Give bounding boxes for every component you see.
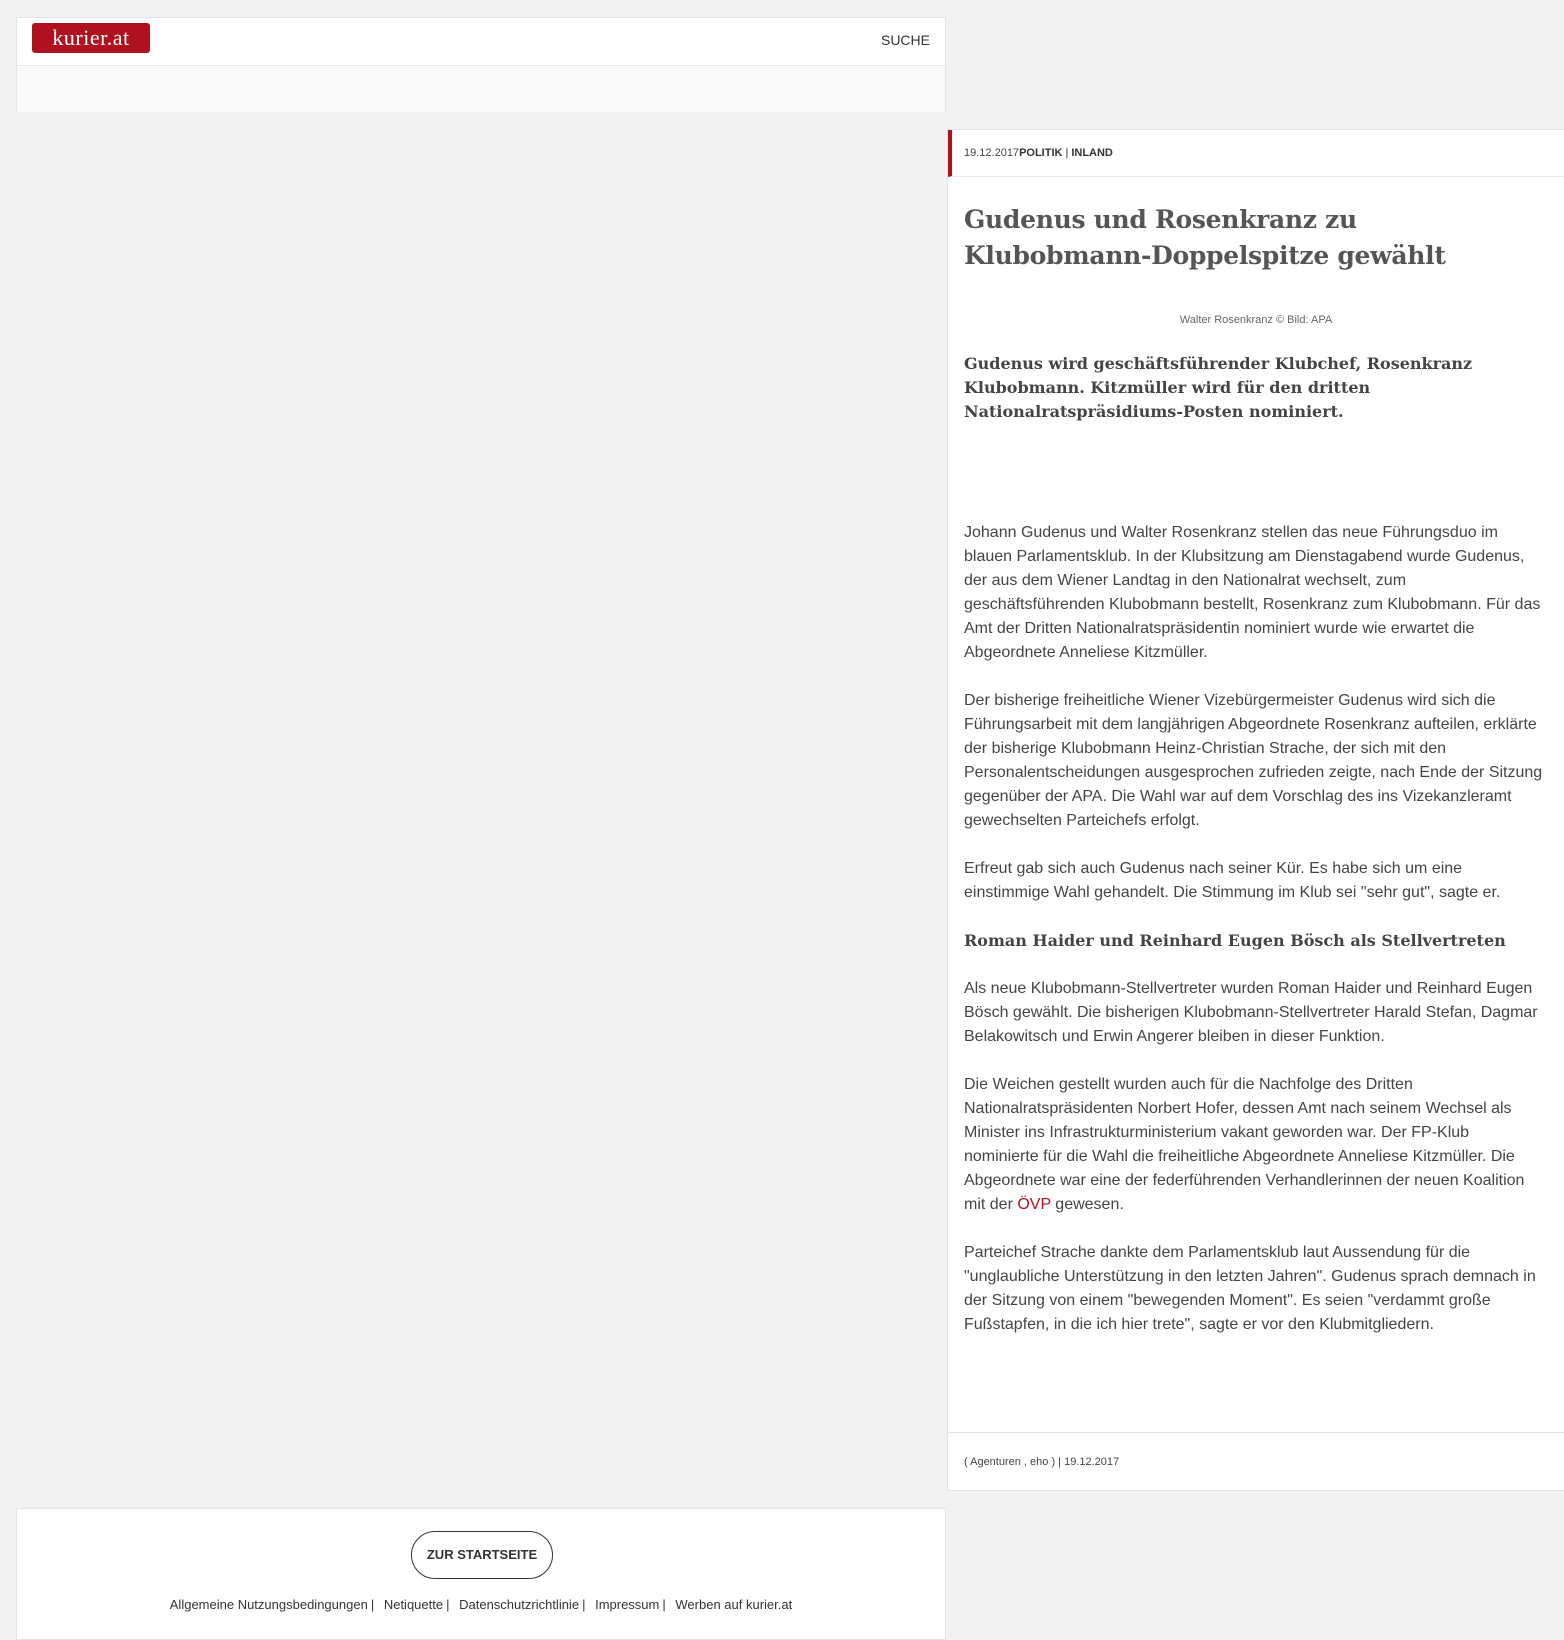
header-top-bar <box>17 18 945 66</box>
footer-link-privacy[interactable]: Datenschutzrichtlinie <box>459 1597 580 1612</box>
article-lead: Gudenus wird geschäftsführender Klubchef, Rosenkranz Klubobmann. Kitzmüller wird für den dritten Nationalratspräsidiums-Posten nominiert. <box>964 354 1473 421</box>
article-subheading: Roman Haider und Reinhard Eugen Bösch als Stellvertreten <box>964 931 1506 950</box>
search-link[interactable]: SUCHE <box>880 32 930 48</box>
site-header <box>16 17 946 112</box>
footer-link-advertise[interactable]: Werben auf kurier.at <box>675 1597 793 1612</box>
footer-separator: | <box>446 1597 450 1612</box>
category-link-inland[interactable]: INLAND <box>1071 147 1113 159</box>
oevp-link[interactable]: ÖVP <box>1017 1196 1051 1213</box>
article-paragraph: Als neue Klubobmann-Stellvertreter wurden Roman Haider und Reinhard Eugen Bösch gewählt. Die bisherigen Klubobmann-Stellvertreter Harald Stefan, Dagmar Belakowitsch und Erwin Angerer bleiben in dieser Funktion. <box>964 980 1538 1045</box>
category-link-politik[interactable]: POLITIK <box>1019 147 1063 159</box>
article-panel <box>947 129 1564 1491</box>
footer-separator: | <box>370 1597 375 1612</box>
article-content <box>948 202 1564 1337</box>
article-source: ( Agenturen , eho ) | 19.12.2017 <box>948 1432 1564 1490</box>
article-paragraph: Parteichef Strache dankte dem Parlamentsklub laut Aussendung für die "unglaubliche Unterstützung in den letzten Jahren". Gudenus sprach demnach in der Sitzung von einem "bewegenden Moment". Es seien "verdammt große Fußstapfen, in die ich hier trete", sagte er vor den Klubmitgliedern. <box>964 1244 1536 1333</box>
article-body <box>964 521 1548 1337</box>
article-paragraph: Erfreut gab sich auch Gudenus nach seiner Kür. Es habe sich um eine einstimmige Wahl gehandelt. Die Stimmung im Klub sei "sehr gut", sagte er. <box>964 860 1501 901</box>
article-paragraph: Johann Gudenus und Walter Rosenkranz stellen das neue Führungsduo im blauen Parlamentsklub. In der Klubsitzung am Dienstagabend wurde Gudenus, der aus dem Wiener Landtag in den Nationalrat wechselt, zum geschäftsführenden Klubobmann bestellt, Rosenkranz zum Klubobmann. Für das Amt der Dritten Nationalratspräsidentin nominiert wurde wie erwartet die Abgeordnete Anneliese Kitzmüller. <box>964 524 1541 661</box>
paragraph-text: gewesen. <box>1050 1196 1124 1213</box>
header-nav-bar <box>17 66 945 112</box>
paragraph-text: Die Weichen gestellt wurden auch für die Nachfolge des Dritten Nationalratspräsidenten Norbert Hofer, dessen Amt nach seinem Wechsel als Minister ins Infrastrukturministerium vakant geworden war. Der FP-Klub nominierte für die Wahl die freiheitliche Abgeordnete Anneliese Kitzmüller. Die Abgeordnete war eine der federführenden Verhandlerinnen der neuen Koalition mit der <box>964 1076 1525 1213</box>
footer-link-terms[interactable]: Allgemeine Nutzungsbedingungen <box>169 1597 368 1612</box>
article-date: 19.12.2017 <box>964 147 1020 159</box>
footer-link-netiquette[interactable]: Netiquette <box>383 1597 444 1612</box>
footer-separator: | <box>662 1597 666 1612</box>
article-title: Gudenus und Rosenkranz zu Klubobmann-Doppelspitze gewählt <box>964 205 1446 270</box>
site-footer <box>16 1508 946 1640</box>
article-meta-bar <box>948 130 1564 177</box>
article-paragraph <box>964 1073 1548 1217</box>
article-paragraph: Der bisherige freiheitliche Wiener Vizebürgermeister Gudenus wird sich die Führungsarbeit mit dem langjährigen Abgeordnete Rosenkranz aufteilen, erklärte der bisherige Klubobmann Heinz-Christian Strache, der sich mit den Personalentscheidungen ausgesprochen zufrieden zeigte, nach Ende der Sitzung gegenüber der APA. Die Wahl war auf dem Vorschlag des ins Vizekanzleramt gewechselten Parteichefs erfolgt. <box>964 692 1543 829</box>
category-separator: | <box>1065 147 1069 159</box>
kurier-logo[interactable]: kurier.at <box>32 23 150 53</box>
footer-link-imprint[interactable]: Impressum <box>595 1597 660 1612</box>
footer-links <box>17 1597 945 1612</box>
footer-separator: | <box>582 1597 586 1612</box>
image-caption: Walter Rosenkranz © Bild: APA <box>1179 314 1333 326</box>
home-button[interactable]: ZUR STARTSEITE <box>411 1531 553 1579</box>
